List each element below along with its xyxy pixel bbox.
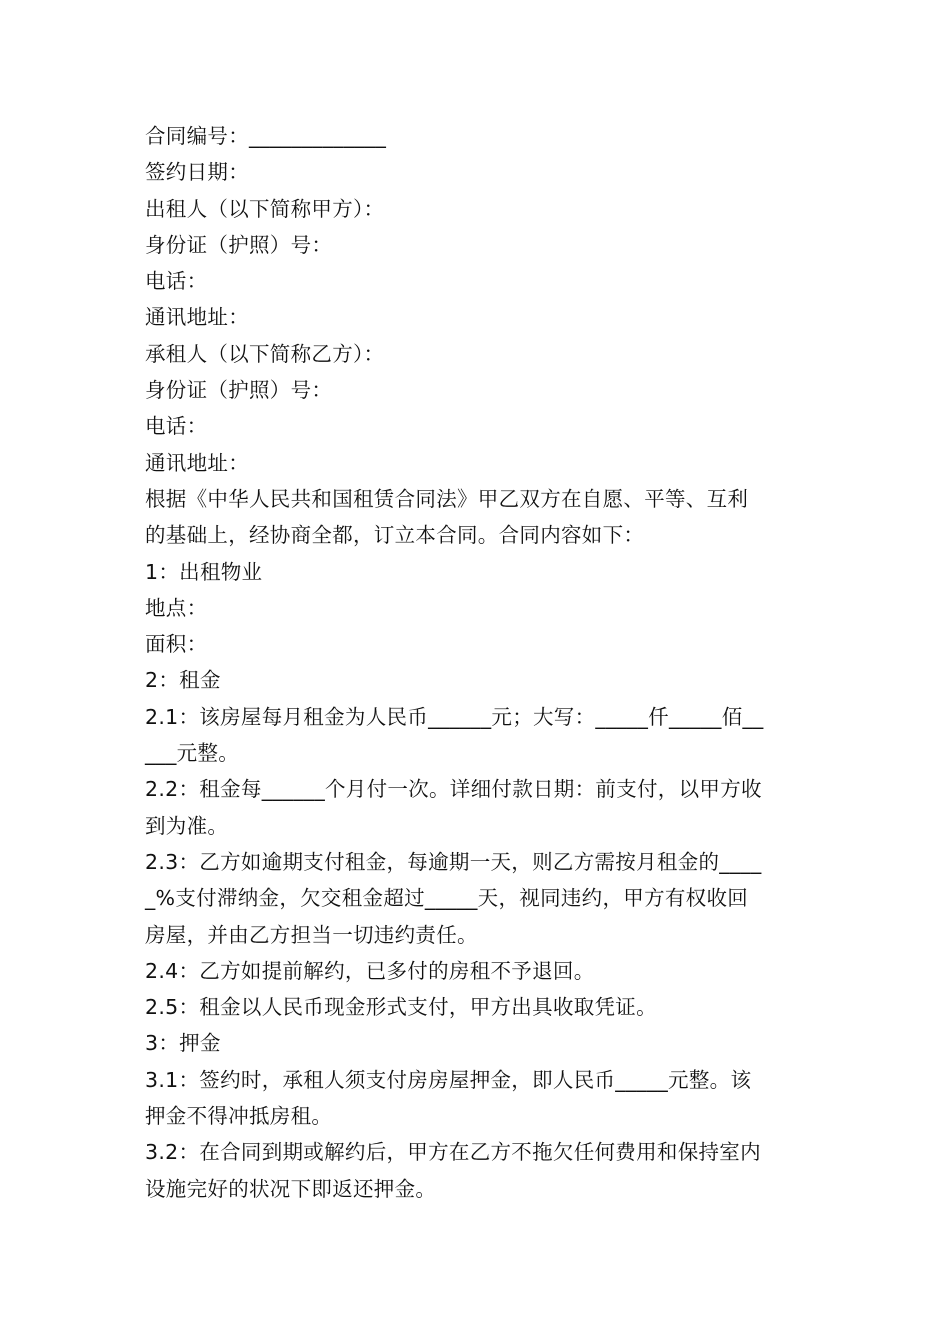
contract-body xyxy=(145,118,810,1207)
clause-line: 押金不得冲抵房租。 xyxy=(145,1104,333,1129)
lessee-phone-line: 电话： xyxy=(145,414,208,439)
clause-line: 2.2：租金每______个月付一次。详细付款日期：前支付，以甲方收 xyxy=(145,777,762,802)
clause-line: 房屋，并由乙方担当一切违约责任。 xyxy=(145,922,478,947)
signing-date-line: 签约日期： xyxy=(145,160,249,185)
preamble-line: 的基础上，经协商全都，订立本合同。合同内容如下： xyxy=(145,523,645,548)
section-heading: 2：租金 xyxy=(145,668,221,693)
clause-line: _%支付滞纳金，欠交租金超过_____天，视同违约，甲方有权收回 xyxy=(145,886,749,911)
preamble-line: 根据《中华人民共和国租赁合同法》甲乙双方在自愿、平等、互利 xyxy=(145,486,749,511)
lessee-address-line: 通讯地址： xyxy=(145,450,249,475)
lessee-id-line: 身份证（护照）号： xyxy=(145,378,333,403)
section-heading: 1：出租物业 xyxy=(145,559,263,584)
lessor-line: 出租人（以下简称甲方）： xyxy=(145,196,385,221)
clause-line: ___元整。 xyxy=(145,741,240,766)
clause-line: 3.1：签约时，承租人须支付房房屋押金，即人民币_____元整。该 xyxy=(145,1067,752,1092)
clause-line: 3.2：在合同到期或解约后，甲方在乙方不拖欠任何费用和保持室内 xyxy=(145,1140,761,1165)
contract-number-line: 合同编号：_____________ xyxy=(145,124,387,148)
lessor-id-line: 身份证（护照）号： xyxy=(145,232,333,257)
clause-line: 到为准。 xyxy=(145,813,229,838)
lessee-line: 承租人（以下简称乙方）： xyxy=(145,341,385,366)
clause-line: 2.3：乙方如逾期支付租金，每逾期一天，则乙方需按月租金的____ xyxy=(145,849,762,874)
clause-line: 2.5：租金以人民币现金形式支付，甲方出具收取凭证。 xyxy=(145,995,657,1020)
area-line: 面积： xyxy=(145,632,208,657)
lessor-phone-line: 电话： xyxy=(145,269,208,294)
section-heading: 3：押金 xyxy=(145,1031,221,1056)
clause-line: 2.1：该房屋每月租金为人民币______元；大写：_____仟_____佰__ xyxy=(145,704,764,729)
clause-line: 2.4：乙方如提前解约，已多付的房租不予退回。 xyxy=(145,958,595,983)
clause-line: 设施完好的状况下即返还押金。 xyxy=(145,1176,437,1201)
lessor-address-line: 通讯地址： xyxy=(145,305,249,330)
location-line: 地点： xyxy=(145,595,208,620)
